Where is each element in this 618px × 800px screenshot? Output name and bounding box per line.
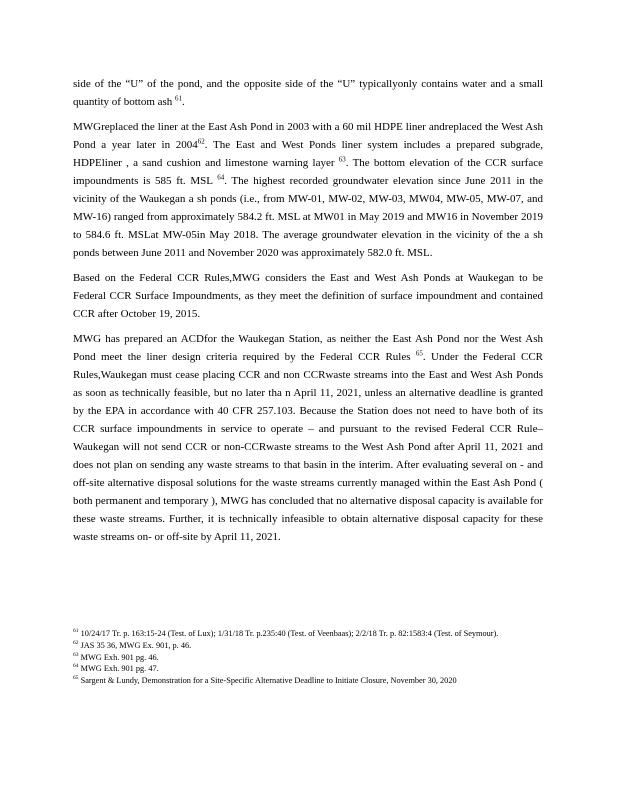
footnote-number: 65 <box>73 675 79 682</box>
footnote <box>73 675 549 687</box>
body-text <box>73 75 543 553</box>
footnote-ref[interactable]: 61 <box>175 94 183 103</box>
paragraph <box>73 75 543 111</box>
footnote-number: 61 <box>73 628 79 635</box>
footnotes <box>73 628 549 687</box>
footnote-number: 62 <box>73 640 79 647</box>
footnote-text: Sargent & Lundy, Demonstration for a Site-Specific Alternative Deadline to Initiate Closure, November 30, 2020 <box>80 676 457 686</box>
footnote-text: MWG Exh. 901 pg. 47. <box>80 664 159 674</box>
paragraph <box>73 269 543 323</box>
footnote <box>73 652 549 664</box>
footnote <box>73 628 549 640</box>
footnote-ref[interactable]: 62 <box>197 137 205 146</box>
paragraph-text: MWG has prepared an ACDfor the Waukegan Station, as neither the East Ash Pond nor the West Ash Pond meet the liner design criteria required by the Federal CCR Rules <box>73 333 543 363</box>
footnote-ref[interactable]: 64 <box>217 173 225 182</box>
paragraph <box>73 118 543 262</box>
paragraph-text: MWGreplaced the liner at the East Ash Pond in 2003 with a 60 mil HDPE liner andreplaced the West Ash Pond a year later in 2004 <box>73 121 543 151</box>
footnote-ref[interactable]: 65 <box>415 349 423 358</box>
paragraph-text: . The highest recorded groundwater elevation since June 2011 in the vicinity of the Waukegan a sh ponds (i.e., from MW-01, MW-02, MW-03, MW04, MW-05, MW-07, and MW-16) ranged from approximately 584.2 ft. MSL at MW01 in May 2019 and MW16 in November 2019 to 584.6 ft. MSLat MW-05in May 2018. The average groundwater elevation in the vicinity of the a sh ponds between June 2011 and November 2020 was approximately 582.0 ft. MSL. <box>73 175 543 259</box>
paragraph-text: side of the “U” of the pond, and the opposite side of the “U” typicallyonly contains water and a small quantity of bottom ash <box>73 78 543 108</box>
footnote-text: MWG Exh. 901 pg. 46. <box>80 652 159 662</box>
footnote-number: 63 <box>73 651 79 658</box>
paragraph <box>73 330 543 546</box>
footnote <box>73 663 549 675</box>
paragraph-text: . <box>182 96 185 108</box>
footnote-ref[interactable]: 63 <box>338 155 346 164</box>
paragraph-text: . The East and West Ponds liner system includes a prepared subgrade, HDPEliner , a sand cushion and limestone warning layer <box>73 139 543 169</box>
paragraph-text: . The bottom elevation of the CCR surface impoundments is 585 ft. MSL <box>73 157 543 187</box>
paragraph-text: . Under the Federal CCR Rules,Waukegan must cease placing CCR and non CCRwaste streams into the East and West Ash Ponds as soon as technically feasible, but no later tha n April 11, 2021, unless an alternative deadline is granted by the EPA in accordance with 40 CFR 257.103. Because the Station does not need to have both of its CCR surface impoundments in service to operate – and pursuant to the revised Federal CCR Rule– Waukegan will not send CCR or non-CCRwaste streams to the West Ash Pond after April 11, 2021 and does not plan on sending any waste streams to that basin in the interim. After evaluating several on - and off-site alternative disposal solutions for the waste streams currently managed within the East Ash Pond ( both permanent and temporary ), MWG has concluded that no alternative disposal capacity is available for these waste streams. Further, it is technically infeasible to obtain alternative disposal capacity for these waste streams on- or off-site by April 11, 2021. <box>73 351 543 543</box>
footnote-number: 64 <box>73 663 79 670</box>
footnote-text: JAS 35 36, MWG Ex. 901, p. 46. <box>80 640 192 650</box>
paragraph-text: Based on the Federal CCR Rules,MWG considers the East and West Ash Ponds at Waukegan to be Federal CCR Surface Impoundments, as they meet the definition of surface impoundment and contained CCR after October 19, 2015. <box>73 272 543 320</box>
footnote <box>73 640 549 652</box>
footnote-text: 10/24/17 Tr. p. 163:15-24 (Test. of Lux); 1/31/18 Tr. p.235:40 (Test. of Veenbaas); 2/2/18 Tr. p. 82:1583:4 (Test. of Seymour). <box>80 629 499 638</box>
